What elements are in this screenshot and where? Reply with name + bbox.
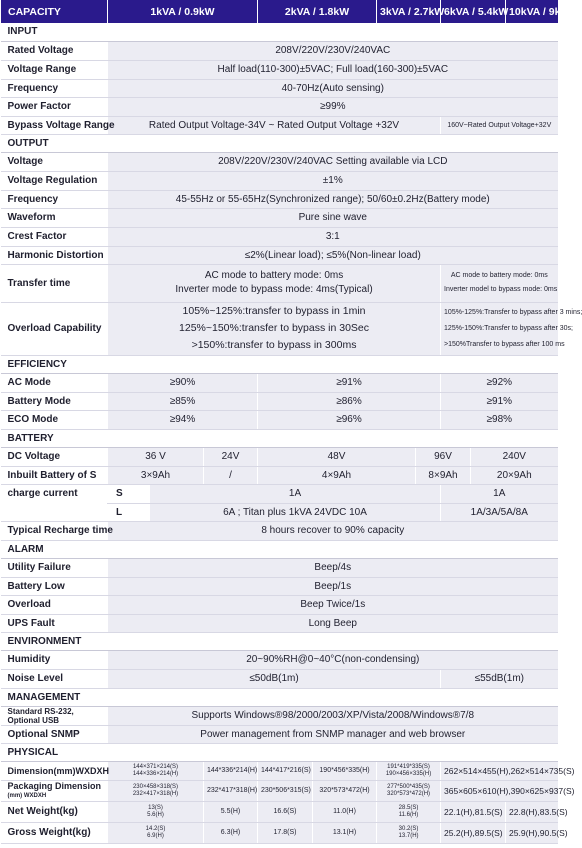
spec-value bbox=[108, 302, 441, 355]
spec-value: Pure sine wave bbox=[108, 208, 558, 227]
weight-line: 11.6(H) bbox=[398, 811, 419, 818]
spec-value: 208V/220V/230V/240VAC bbox=[108, 41, 558, 60]
spec-value: 13.1(H) bbox=[313, 822, 377, 843]
capacity-header: CAPACITY bbox=[1, 0, 108, 23]
spec-value bbox=[108, 822, 204, 843]
spec-value: 190*456*335(H) bbox=[313, 761, 377, 780]
spec-value: 3:1 bbox=[108, 227, 558, 246]
spec-label: DC Voltage bbox=[1, 447, 108, 466]
spec-label: Frequency bbox=[1, 79, 108, 97]
spec-value: Beep/4s bbox=[108, 558, 558, 577]
spec-value: 24V bbox=[204, 447, 258, 466]
section-management: MANAGEMENT bbox=[1, 688, 558, 706]
dim-line: 191*419*335(S) bbox=[387, 763, 430, 770]
spec-value: 232*417*318(H) bbox=[204, 780, 258, 801]
weight-line: 28.5(S) bbox=[398, 804, 419, 811]
spec-value: 25.2(H),89.5(S) bbox=[441, 822, 506, 843]
spec-label: Inbuilt Battery of S bbox=[1, 466, 108, 484]
section-efficiency: EFFICIENCY bbox=[1, 355, 558, 373]
spec-label: Overload Capability bbox=[1, 302, 108, 355]
transfer-line: Inverter mode to bypass mode: 4ms(Typical) bbox=[175, 284, 373, 295]
spec-value: Rated Output Voltage-34V ~ Rated Output Voltage +32V bbox=[108, 116, 441, 134]
spec-value: 22.8(H),83.5(S) bbox=[506, 801, 558, 822]
weight-line: 13(S) bbox=[148, 804, 163, 811]
spec-value: 1A/3A/5A/8A bbox=[441, 503, 558, 521]
spec-label: Transfer time bbox=[1, 264, 108, 302]
spec-value: 262×514×455(H),262×514×735(S) bbox=[441, 761, 558, 780]
spec-value bbox=[441, 264, 558, 302]
spec-value: 40-70Hz(Auto sensing) bbox=[108, 79, 558, 97]
spec-value bbox=[377, 822, 441, 843]
spec-label: Battery Mode bbox=[1, 392, 108, 410]
spec-value: 6.3(H) bbox=[204, 822, 258, 843]
dim-line: 230×458×318(S) bbox=[132, 783, 179, 790]
spec-value: Long Beep bbox=[108, 614, 558, 632]
spec-label: Voltage Range bbox=[1, 60, 108, 79]
spec-value: Supports Windows®98/2000/2003/XP/Vista/2008/Windows®7/8 bbox=[108, 706, 558, 725]
transfer-line: AC mode to battery mode: 0ms bbox=[450, 272, 548, 279]
overload-line: 105%-125%:Transfer to bypass after 3 mins; bbox=[444, 308, 582, 316]
section-alarm: ALARM bbox=[1, 540, 558, 558]
dim-line: 190×456×335(H) bbox=[385, 770, 432, 777]
spec-label: Frequency bbox=[1, 190, 108, 208]
charge-current-label: charge current bbox=[7, 487, 78, 499]
spec-value: Beep/1s bbox=[108, 577, 558, 595]
spec-value: ≤2%(Linear load); ≤5%(Non-linear load) bbox=[108, 246, 558, 264]
spec-label: Dimension(mm)WXDXH bbox=[1, 761, 108, 780]
overload-line: 125%~150%:transfer to bypass in 30Sec bbox=[179, 322, 370, 334]
dim-line: 320*573*472(H) bbox=[387, 790, 431, 797]
spec-label: UPS Fault bbox=[1, 614, 108, 632]
spec-label: Humidity bbox=[1, 650, 108, 669]
spec-label: Utility Failure bbox=[1, 558, 108, 577]
spec-value: 4×9Ah bbox=[258, 466, 416, 484]
spec-value: 230*506*315(S) bbox=[258, 780, 313, 801]
spec-value: 20~90%RH@0~40°C(non-condensing) bbox=[108, 650, 558, 669]
spec-label: Typical Recharge time bbox=[1, 521, 108, 540]
spec-value bbox=[377, 801, 441, 822]
spec-label: AC Mode bbox=[1, 373, 108, 392]
spec-value: ≥86% bbox=[258, 392, 441, 410]
packaging-sublabel: (mm) WXDXH bbox=[7, 792, 47, 799]
spec-value: Beep Twice/1s bbox=[108, 595, 558, 614]
section-battery: BATTERY bbox=[1, 429, 558, 447]
spec-value: 5.5(H) bbox=[204, 801, 258, 822]
spec-label: Harmonic Distortion bbox=[1, 246, 108, 264]
spec-value: ≥99% bbox=[108, 97, 558, 116]
spec-value: 6A ; Titan plus 1kVA 24VDC 10A bbox=[150, 503, 441, 521]
spec-value: 16.6(S) bbox=[258, 801, 313, 822]
weight-line: 13.7(H) bbox=[398, 832, 419, 839]
spec-label: Bypass Voltage Range bbox=[1, 116, 108, 134]
dim-line: 144×371×214(S) bbox=[132, 763, 179, 770]
model-1kva: 1kVA / 0.9kW bbox=[108, 0, 258, 23]
spec-value: 240V bbox=[471, 447, 558, 466]
spec-value: 1A bbox=[441, 484, 558, 503]
spec-label: Overload bbox=[1, 595, 108, 614]
spec-value: ≤55dB(1m) bbox=[441, 669, 558, 688]
spec-label bbox=[1, 780, 108, 801]
spec-value bbox=[377, 761, 441, 780]
dim-line: 144×336×214(H) bbox=[132, 770, 179, 777]
spec-value bbox=[108, 801, 204, 822]
spec-label: ECO Mode bbox=[1, 410, 108, 429]
spec-value: ≥96% bbox=[258, 410, 441, 429]
spec-label bbox=[1, 484, 108, 521]
spec-label: Rated Voltage bbox=[1, 41, 108, 60]
spec-value: Half load(110-300)±5VAC; Full load(160-300)±5VAC bbox=[108, 60, 558, 79]
packaging-label: Packaging Dimension bbox=[7, 780, 102, 791]
section-physical: PHYSICAL bbox=[1, 743, 558, 761]
spec-label: Waveform bbox=[1, 208, 108, 227]
spec-value: ≤50dB(1m) bbox=[108, 669, 441, 688]
model-3kva: 3kVA / 2.7kW bbox=[377, 0, 441, 23]
section-environment: ENVIRONMENT bbox=[1, 632, 558, 650]
spec-value: ≥98% bbox=[441, 410, 558, 429]
spec-value: 320*573*472(H) bbox=[313, 780, 377, 801]
model-10kva: 10kVA / 9kW bbox=[506, 0, 558, 23]
overload-line: 125%-150%:Transfer to bypass after 30s; bbox=[444, 324, 573, 332]
spec-value bbox=[108, 264, 441, 302]
spec-value: 8×9Ah bbox=[416, 466, 471, 484]
spec-label: Voltage Regulation bbox=[1, 171, 108, 190]
spec-label: Noise Level bbox=[1, 669, 108, 688]
spec-value: ±1% bbox=[108, 171, 558, 190]
spec-value bbox=[441, 302, 582, 355]
weight-line: 5.6(H) bbox=[147, 811, 164, 818]
section-input: INPUT bbox=[1, 23, 558, 41]
spec-label: Standard RS-232, Optional USB bbox=[1, 706, 108, 725]
spec-value: 8 hours recover to 90% capacity bbox=[108, 521, 558, 540]
model-6kva: 6kVA / 5.4kW bbox=[441, 0, 506, 23]
spec-value: 25.9(H),90.5(S) bbox=[506, 822, 558, 843]
spec-value: 36 V bbox=[108, 447, 204, 466]
spec-value: 96V bbox=[416, 447, 471, 466]
spec-label: Power Factor bbox=[1, 97, 108, 116]
overload-line: >150%Transfer to bypass after 100 ms bbox=[444, 340, 565, 348]
spec-value: 22.1(H),81.5(S) bbox=[441, 801, 506, 822]
spec-value: 1A bbox=[150, 484, 441, 503]
spec-value: ≥92% bbox=[441, 373, 558, 392]
overload-line: 105%~125%:transfer to bypass in 1min bbox=[182, 305, 366, 317]
spec-label: Gross Weight(kg) bbox=[1, 822, 108, 843]
transfer-line: Inverter model to bypass mode: 0ms bbox=[444, 286, 558, 293]
section-output: OUTPUT bbox=[1, 134, 558, 152]
charge-l-marker: L bbox=[108, 503, 150, 521]
spec-value: ≥90% bbox=[108, 373, 258, 392]
weight-line: 6.9(H) bbox=[147, 832, 164, 839]
spec-label: Optional SNMP bbox=[1, 725, 108, 743]
spec-value: 45-55Hz or 55-65Hz(Synchronized range); 50/60±0.2Hz(Battery mode) bbox=[108, 190, 558, 208]
spec-value: 144*336*214(H) bbox=[204, 761, 258, 780]
spec-label: Battery Low bbox=[1, 577, 108, 595]
spec-label: Net Weight(kg) bbox=[1, 801, 108, 822]
spec-value: ≥85% bbox=[108, 392, 258, 410]
charge-s-marker: S bbox=[108, 484, 150, 503]
spec-value: 3×9Ah bbox=[108, 466, 204, 484]
dim-line: 232×417×318(H) bbox=[132, 790, 179, 797]
spec-value bbox=[108, 780, 204, 801]
transfer-line: AC mode to battery mode: 0ms bbox=[204, 270, 344, 281]
spec-value: / bbox=[204, 466, 258, 484]
spec-value: 365×605×610(H),390×625×937(S) bbox=[441, 780, 558, 801]
spec-value: 208V/220V/230V/240VAC Setting available via LCD bbox=[108, 152, 558, 171]
spec-value: Power management from SNMP manager and web browser bbox=[108, 725, 558, 743]
weight-line: 30.2(S) bbox=[398, 825, 419, 832]
header-row bbox=[1, 0, 558, 23]
spec-value bbox=[377, 780, 441, 801]
spec-label: Voltage bbox=[1, 152, 108, 171]
spec-value: 160V~Rated Output Voltage+32V bbox=[441, 116, 558, 134]
spec-value: ≥91% bbox=[441, 392, 558, 410]
spec-value: ≥91% bbox=[258, 373, 441, 392]
spec-value: 11.0(H) bbox=[313, 801, 377, 822]
spec-value: 144*417*216(S) bbox=[258, 761, 313, 780]
dim-line: 277*500*435(S) bbox=[387, 783, 430, 790]
spec-value: 20×9Ah bbox=[471, 466, 558, 484]
spec-value: 48V bbox=[258, 447, 416, 466]
spec-label: Crest Factor bbox=[1, 227, 108, 246]
spec-value: ≥94% bbox=[108, 410, 258, 429]
weight-line: 14.2(S) bbox=[145, 825, 166, 832]
model-2kva: 2kVA / 1.8kW bbox=[258, 0, 377, 23]
overload-line: >150%:transfer to bypass in 300ms bbox=[191, 339, 357, 351]
spec-value bbox=[108, 761, 204, 780]
spec-value: 17.8(S) bbox=[258, 822, 313, 843]
